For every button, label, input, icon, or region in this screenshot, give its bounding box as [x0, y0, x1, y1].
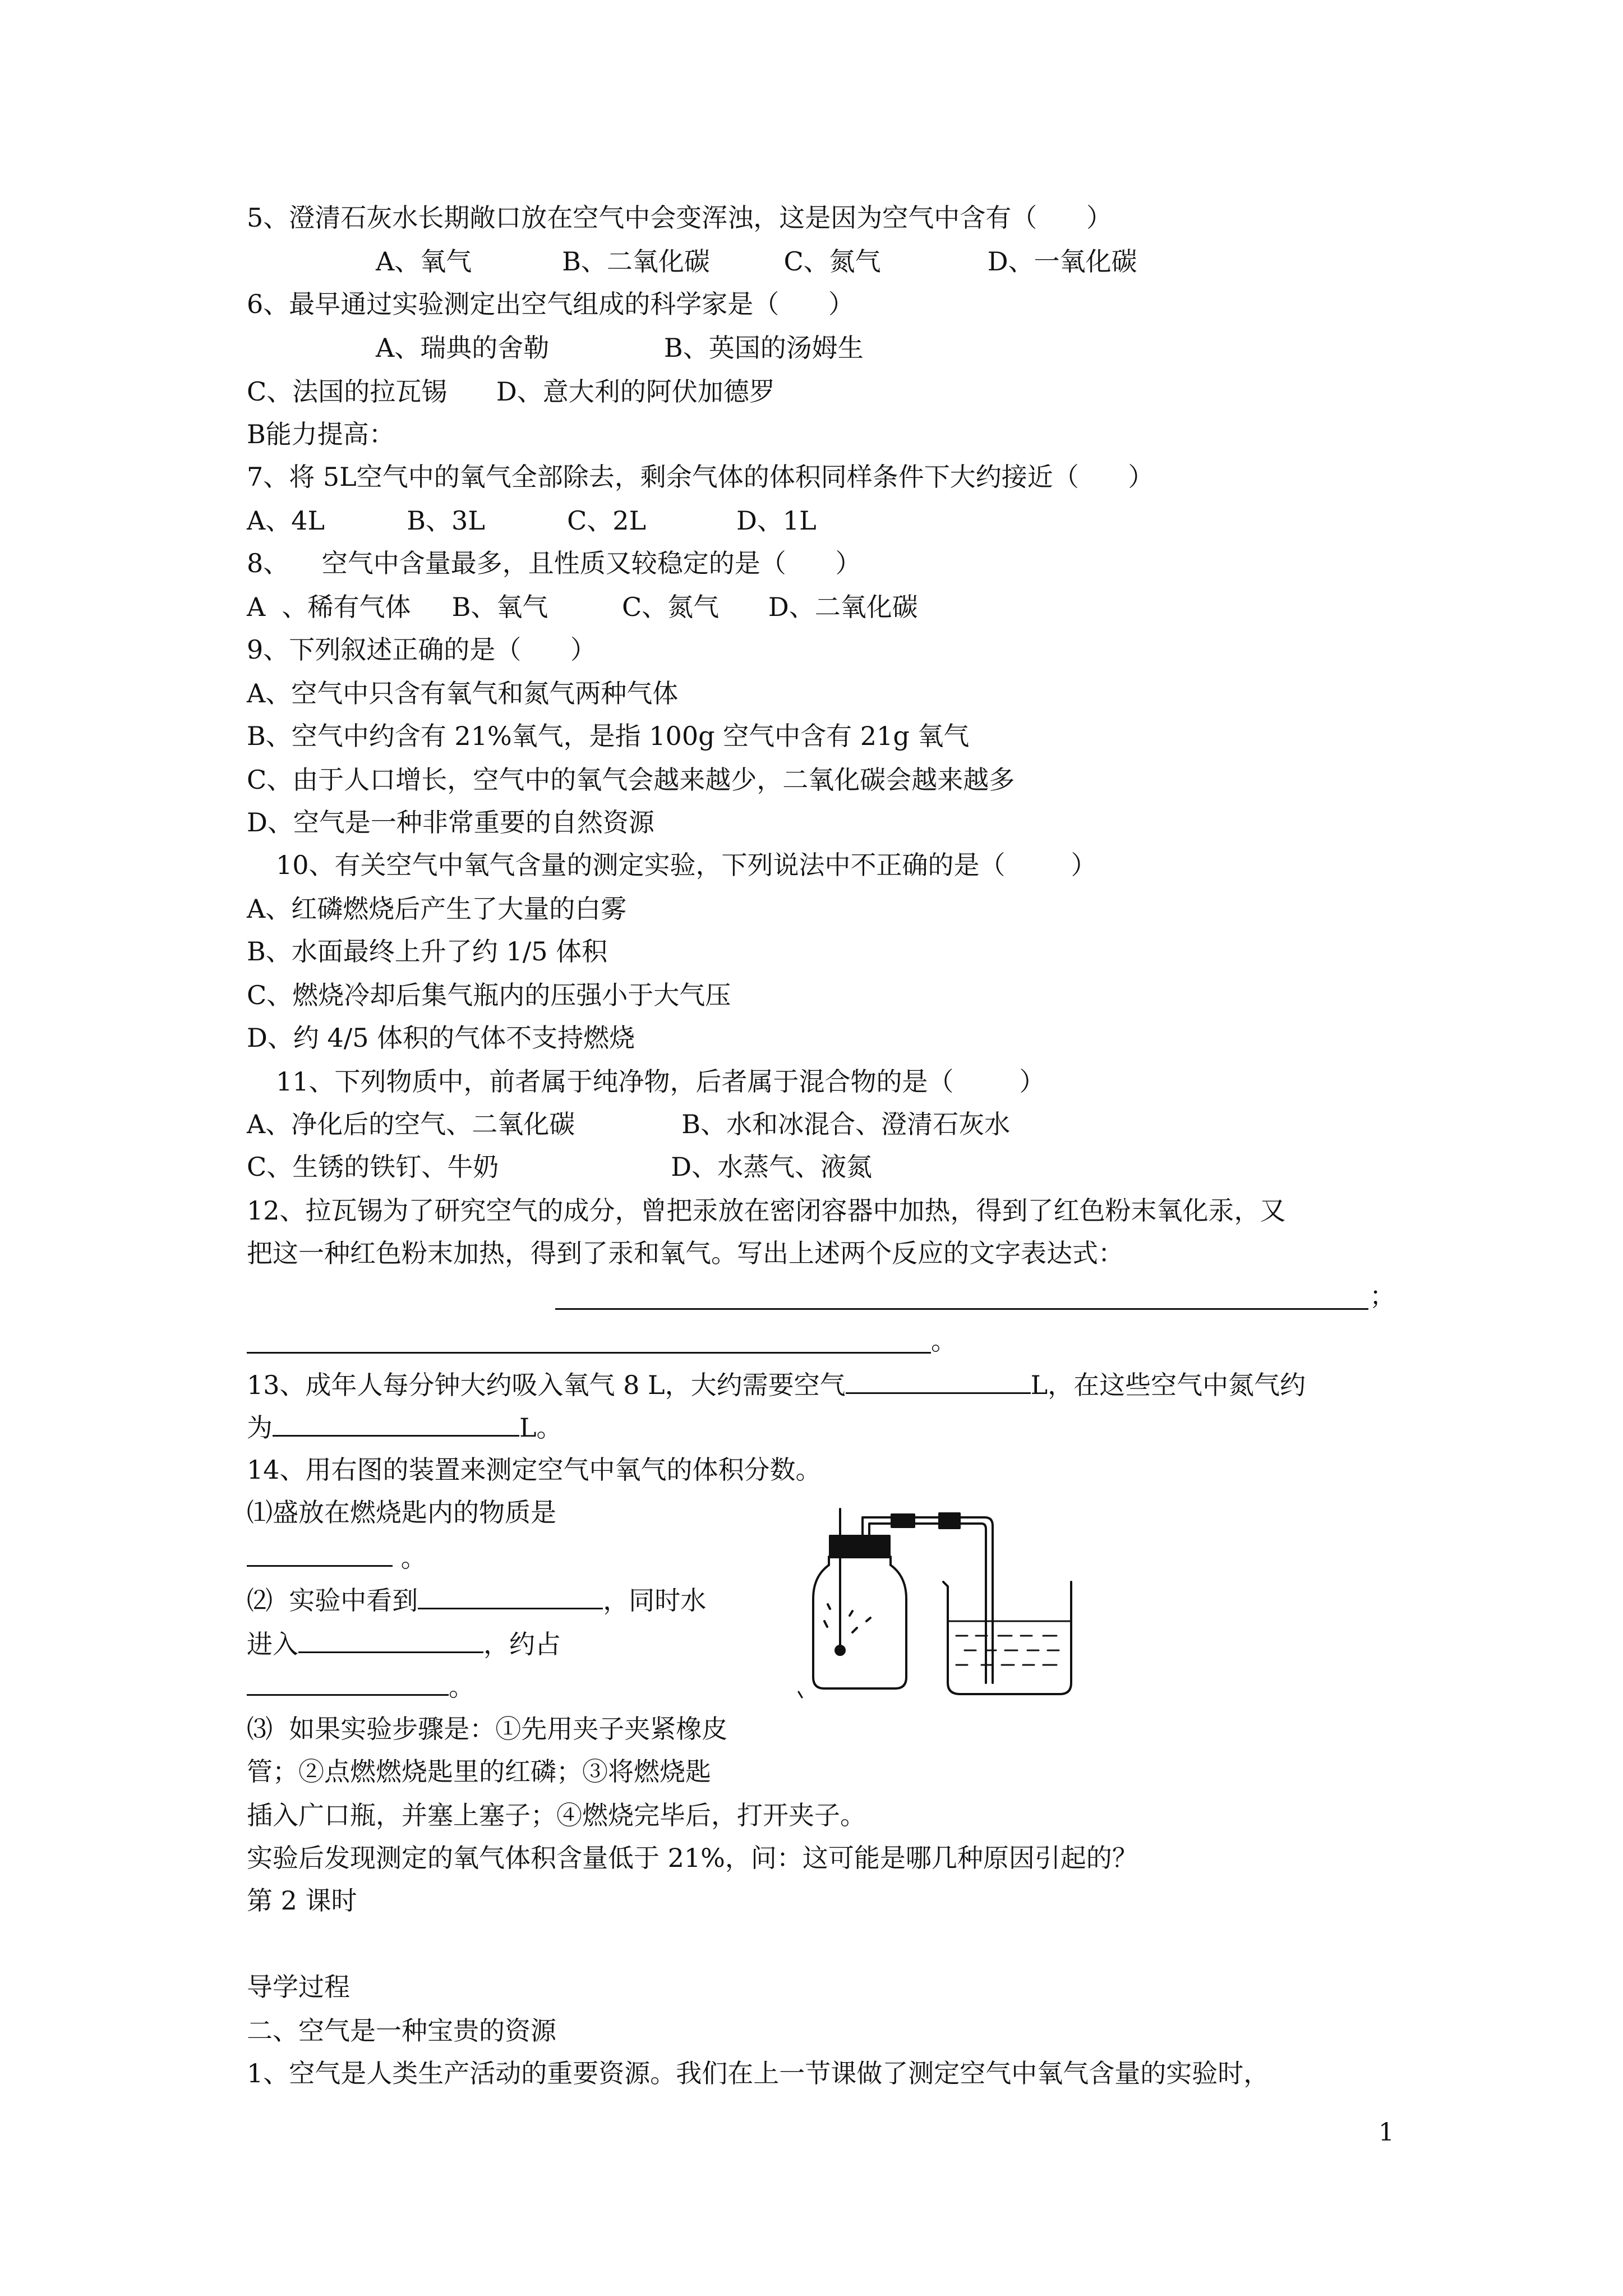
page-number: 1: [1378, 2118, 1394, 2147]
q13-air-blank[interactable]: [846, 1366, 1031, 1394]
q14-part2-end: 。: [449, 1672, 474, 1702]
q14-part2-text-d: ，约占: [483, 1629, 561, 1659]
q12-line2: 把这一种红色粉末加热，得到了汞和氧气。写出上述两个反应的文字表达式：: [247, 1238, 1124, 1268]
q9-option-a: A、空气中只含有氧气和氮气两种气体: [247, 678, 679, 708]
q14-part2-line3: [247, 1668, 474, 1704]
q13-line1: [247, 1366, 1306, 1402]
guide-heading: 导学过程: [247, 1972, 350, 2002]
q14-part2-text-b: ，同时水: [603, 1585, 707, 1616]
section-2-heading: 二、空气是一种宝贵的资源: [247, 2016, 556, 2046]
q13-text-b: L，在这些空气中氮气约: [1030, 1370, 1306, 1400]
q9-stem: 9、下列叙述正确的是（ ）: [247, 634, 596, 665]
q6-options-ab: A、瑞典的舍勒 B、英国的汤姆生: [376, 333, 864, 363]
q10-option-a: A、红磷燃烧后产生了大量的白雾: [247, 894, 627, 924]
q12-period: 。: [931, 1326, 957, 1356]
q13-text-a: 13、成年人每分钟大约吸入氧气 8 L，大约需要空气: [247, 1370, 846, 1400]
q11-stem: 11、下列物质中，前者属于纯净物，后者属于混合物的是（ ）: [276, 1066, 1045, 1097]
q14-observation-blank[interactable]: [418, 1582, 603, 1609]
q12-line1: 12、拉瓦锡为了研究空气的成分，曾把汞放在密闭容器中加热，得到了红色粉末氧化汞，又: [247, 1195, 1286, 1226]
apparatus-diagram: [796, 1503, 1099, 1700]
q10-option-d: D、约 4/5 体积的气体不支持燃烧: [247, 1023, 635, 1053]
q14-water-blank[interactable]: [298, 1626, 483, 1653]
q5-stem: 5、澄清石灰水长期敞口放在空气中会变浑浊，这是因为空气中含有（ ）: [247, 203, 1112, 233]
q12-semicolon: ；: [1370, 1281, 1395, 1311]
q14-fraction-blank[interactable]: [247, 1668, 449, 1696]
q14-part1-answer: [247, 1539, 427, 1575]
spoon-icon: [836, 1646, 845, 1655]
q8-stem: 8、 空气中含量最多，且性质又较稳定的是（ ）: [247, 548, 861, 578]
q13-text-c: 为: [247, 1412, 273, 1443]
q13-nitrogen-blank[interactable]: [273, 1409, 519, 1437]
stopper-icon: [830, 1536, 889, 1557]
q7-stem: 7、将 5L空气中的氧气全部除去，剩余气体的体积同样条件下大约接近（ ）: [247, 462, 1154, 492]
q9-option-c: C、由于人口增长，空气中的氧气会越来越少，二氧化碳会越来越多: [247, 765, 1015, 795]
q14-part3-line1: ⑶ 如果实验步骤是：①先用夹子夹紧橡皮: [247, 1714, 728, 1744]
q12-answer-line-2[interactable]: [247, 1352, 931, 1354]
q5-options: A、氧气 B、二氧化碳 C、氮气 D、一氧化碳: [376, 246, 1137, 277]
q12-answer-line-1[interactable]: [555, 1308, 1368, 1310]
q14-part3-line4: 实验后发现测定的氧气体积含量低于 21%，问：这可能是哪几种原因引起的？: [247, 1843, 1138, 1873]
q14-part2-text-c: 进入: [247, 1629, 298, 1659]
q14-part2-text-a: ⑵ 实验中看到: [247, 1585, 418, 1616]
q10-option-c: C、燃烧冷却后集气瓶内的压强小于大气压: [247, 980, 731, 1010]
q6-stem: 6、最早通过实验测定出空气组成的科学家是（ ）: [247, 289, 854, 319]
q14-part2-line2: [247, 1626, 561, 1661]
item-1-text: 1、空气是人类生产活动的重要资源。我们在上一节课做了测定空气中氧气含量的实验时，: [247, 2058, 1270, 2088]
lesson-2-heading: 第 2 课时: [247, 1885, 357, 1916]
q11-options-ab: A、净化后的空气、二氧化碳 B、水和冰混合、澄清石灰水: [247, 1109, 1011, 1139]
q6-options-cd: C、法国的拉瓦锡 D、意大利的阿伏加德罗: [247, 376, 775, 407]
beaker-icon: [943, 1582, 1071, 1694]
q14-stem: 14、用右图的装置来测定空气中氧气的体积分数。: [247, 1455, 822, 1485]
q11-options-cd: C、生锈的铁钉、牛奶 D、水蒸气、液氮: [247, 1152, 873, 1182]
q13-text-d: L。: [519, 1412, 562, 1443]
q14-part2-line1: [247, 1582, 706, 1617]
q10-option-b: B、水面最终上升了约 1/5 体积: [247, 936, 608, 967]
section-b-heading: B能力提高：: [247, 419, 395, 449]
q14-part3-line2: 管；②点燃燃烧匙里的红磷；③将燃烧匙: [247, 1756, 711, 1787]
q10-stem: 10、有关空气中氧气含量的测定实验，下列说法中不正确的是（ ）: [276, 850, 1097, 880]
q9-option-b: B、空气中约含有 21%氧气，是指 100g 空气中含有 21g 氧气: [247, 721, 970, 751]
q14-part1: ⑴盛放在燃烧匙内的物质是: [247, 1497, 556, 1527]
q8-options: A 、稀有气体 B、氧气 C、氮气 D、二氧化碳: [247, 592, 918, 622]
q13-line2: [247, 1409, 562, 1444]
clamp-icon: [892, 1515, 914, 1527]
q14-part1-end: 。: [393, 1543, 427, 1573]
q9-option-d: D、空气是一种非常重要的自然资源: [247, 807, 654, 838]
q14-part3-line3: 插入广口瓶，并塞上塞子；④燃烧完毕后，打开夹子。: [247, 1800, 866, 1830]
q7-options: A、4L B、3L C、2L D、1L: [247, 505, 817, 536]
q14-substance-blank[interactable]: [247, 1539, 393, 1567]
